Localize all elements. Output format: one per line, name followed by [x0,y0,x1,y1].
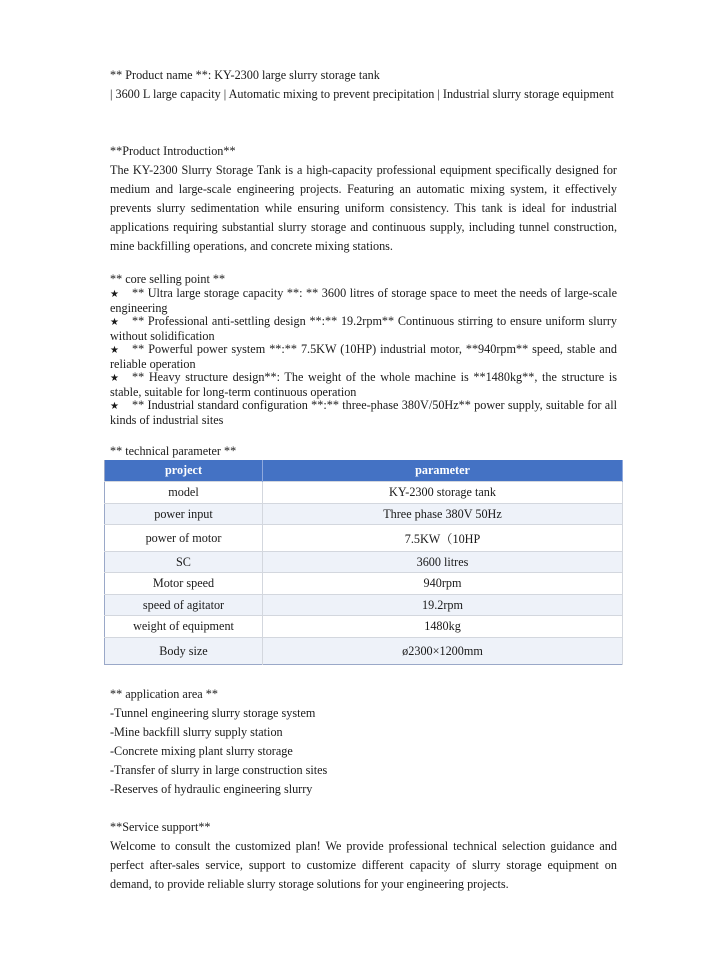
table-row [105,482,623,504]
product-name: ** Product name **: KY-2300 large slurry storage tank [110,68,380,82]
selling-points-section [110,272,617,427]
row-label: speed of agitator [105,595,263,616]
star-icon: ★ [110,345,119,356]
row-value: KY-2300 storage tank [263,482,623,504]
service-body: Welcome to consult the customized plan! We provide professional technical selection guidance and perfect after-sales service, support to customize different capacity of slurry storage equipment on demand, to provide reliable slurry storage solutions for your engineering projects. [110,839,617,891]
selling-points-heading: ** core selling point ** [110,272,226,286]
table-row [105,638,623,665]
application-section [110,685,617,799]
row-value: 940rpm [263,573,623,595]
table-header-row [105,460,623,482]
row-label: SC [105,552,263,573]
row-label: weight of equipment [105,616,263,638]
application-heading: ** application area ** [110,687,218,701]
row-label: Body size [105,638,263,665]
application-item: -Tunnel engineering slurry storage system [110,706,316,720]
application-item: -Transfer of slurry in large construction sites [110,763,328,777]
service-section [110,818,617,894]
row-label: Motor speed [105,573,263,595]
selling-point-item: ★ ** Ultra large storage capacity **: ** 3600 litres of storage space to meet the needs of large-scale engineering [110,286,617,315]
row-value: Three phase 380V 50Hz [263,504,623,525]
introduction-heading: **Product Introduction** [110,144,236,158]
product-header [110,66,617,104]
table-row [105,525,623,552]
introduction-section [110,142,617,256]
product-tagline: | 3600 L large capacity | Automatic mixing to prevent precipitation | Industrial slurry storage equipment [110,87,614,101]
row-label: power input [105,504,263,525]
selling-point-item: ★ ** Industrial standard configuration **:** three-phase 380V/50Hz** power supply, suitable for all kinds of industrial sites [110,398,617,427]
star-icon: ★ [110,317,119,328]
selling-points-list [110,287,617,427]
technical-heading-wrap [110,442,617,461]
row-label: model [105,482,263,504]
star-icon: ★ [110,289,119,300]
column-header-project: project [105,460,263,482]
column-header-parameter: parameter [263,460,623,482]
service-heading: **Service support** [110,820,211,834]
row-value: ø2300×1200mm [263,638,623,665]
row-value: 7.5KW（10HP [263,525,623,552]
technical-heading: ** technical parameter ** [110,444,237,458]
table-row [105,616,623,638]
table-row [105,573,623,595]
selling-point-item: ★ ** Professional anti-settling design **:** 19.2rpm** Continuous stirring to ensure uniform slurry without solidification [110,314,617,343]
table-row [105,595,623,616]
row-value: 1480kg [263,616,623,638]
introduction-body: The KY-2300 Slurry Storage Tank is a high-capacity professional equipment specifically designed for medium and large-scale engineering projects. Featuring an automatic mixing system, it effectively prevents slurry sedimentation while ensuring uniform consistency. This tank is ideal for industrial applications requiring substantial slurry storage and continuous supply, including tunnel construction, mine backfilling operations, and concrete mixing stations. [110,163,617,253]
star-icon: ★ [110,401,119,412]
row-label: power of motor [105,525,263,552]
row-value: 3600 litres [263,552,623,573]
application-item: -Reserves of hydraulic engineering slurry [110,782,313,796]
technical-parameter-table [104,460,623,665]
selling-point-item: ★ ** Powerful power system **:** 7.5KW (10HP) industrial motor, **940rpm** speed, stable and reliable operation [110,342,617,371]
application-item: -Concrete mixing plant slurry storage [110,744,293,758]
star-icon: ★ [110,373,119,384]
table-row [105,552,623,573]
application-item: -Mine backfill slurry supply station [110,725,283,739]
selling-point-item: ★ ** Heavy structure design**: The weight of the whole machine is **1480kg**, the structure is stable, suitable for long-term continuous operation [110,370,617,399]
table-row [105,504,623,525]
row-value: 19.2rpm [263,595,623,616]
